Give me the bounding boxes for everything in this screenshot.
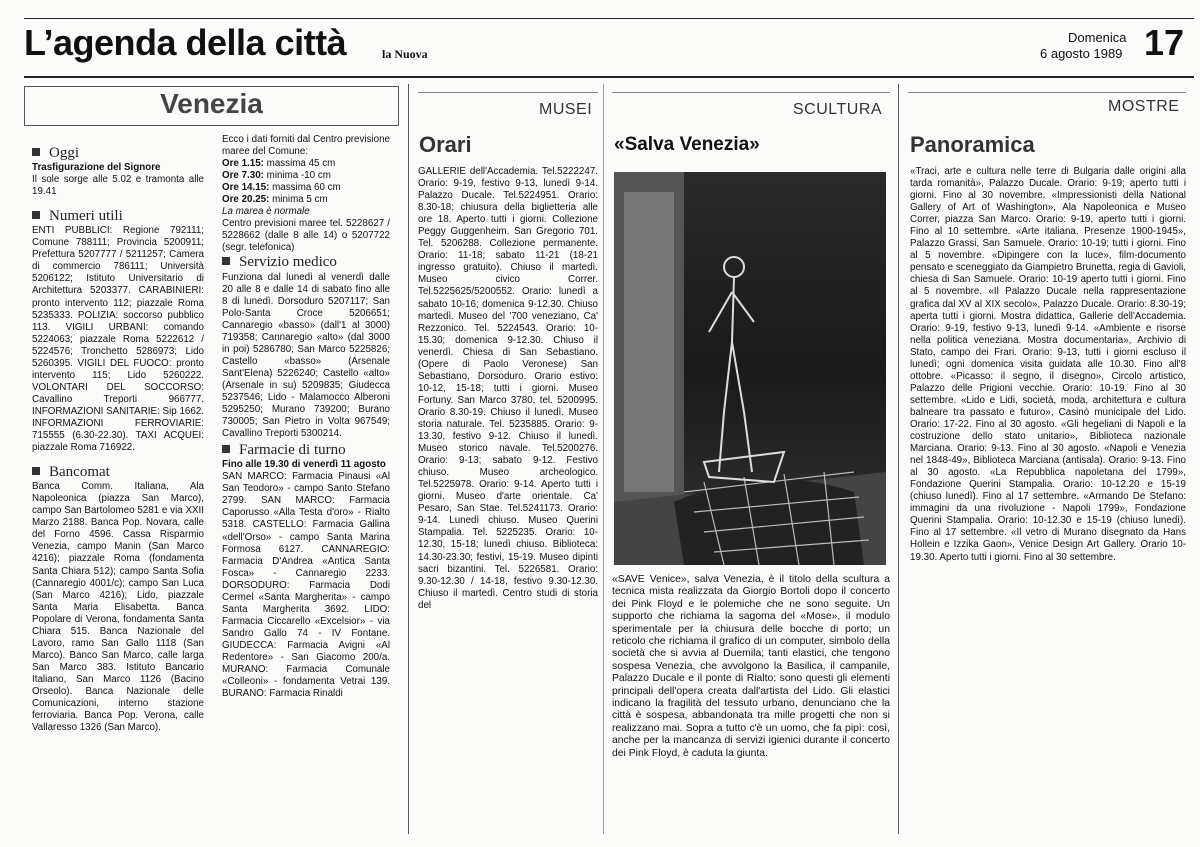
maree-contact: Centro previsioni maree tel. 5228627 / 5228662 (dalle 8 alle 14) o 5207722 (segr. telefonica): [222, 218, 390, 254]
bancomat-heading: Bancomat: [32, 466, 204, 478]
maree-row: Ore 20.25: minima 5 cm: [222, 194, 328, 206]
numeri-text: ENTI PUBBLICI: Regione 792111; Comune 788111; Provincia 5200911; Prefettura 5207777 / 5211257; Camera di commercio 786111; Università 5206122; Istituto Universitario di Architettura 5203377. CARABINIERI: pronto intervento 112; piazzale Roma 5235333. POLIZIA: soccorso pubblico 113. VIGILI URBANI: comando 5224063; piazzale Roma 5222612 / 5224576; Tronchetto 5286973; Lido 5260395. VIGILI DEL FUOCO: pronto intervento 115; Lido 5260222. VOLONTARI DEL SOCCORSO: Cavallino Treporti 966777. INFORMAZIONI SANITARIE: Sip 1662. INFORMAZIONI FERROVIARIE: 715555 (6.30-22.30). TAXI ACQUEI: piazzale Roma 716922.: [32, 225, 204, 454]
square-bullet-icon: [222, 445, 230, 453]
farmacie-text: SAN MARCO: Farmacia Pinausi «Al San Teodoro» - campo Santo Stefano 2799. SAN MARCO: Farmacia Caporusso «Alla Testa d'oro» - Rialto 5318. CASTELLO: Farmacia Gallina «dell'Orso» - campo Santa Marina Formosa 6127. CANNAREGIO: Farmacia D'Andrea «Antica Santa Fosca» - Cannaregio 2233. DORSODURO: Farmacia Dodi Cermel «Santa Margherita» - campo Santa Margherita 3692. LIDO: Farmacia Ciccarello «Excelsior» - via Sandro Gallo 74 - IV Fontane. GIUDECCA: Farmacia Avigni «Al Redentore» - San Giacomo 200/a. MURANO: Farmacia Comunale «Colleoni» - fondamenta Vetrai 139. BURANO: Farmacia Rinaldi: [222, 471, 390, 700]
mostre-title: Panoramica: [910, 132, 1035, 157]
maree-row: Ore 7.30: minima -10 cm: [222, 170, 331, 182]
mostre-text: «Traci, arte e cultura nelle terre di Bulgaria dalle origini alla tarda romanità», Palazzo Ducale. Orario: 9-19; aperto tutti i giorni. Fino al 30 novembre. «Impressionisti della National Gallery of Art of Washington», Ala Napoleonica e Museo Correr, piazza San Marco. Orario: 9-19, aperto tutti i giorni. Fino al 10 settembre. «Arte italiana. Presenze 1900-1945», Palazzo Grassi, San Samuele. Orario: 10-19; tutti i giorni. Fino al 5 novembre. «Dipingere con la luce», film-documento pensato e sceneggiato da Giampietro Brunetta, regia di Gavioli, chiesa di San Samuele. Orario: 10-19 aperto tutti i giorni. Fino al 5 novembre. «Il Palazzo Ducale nella rappresentazione grafica dal XV al XIX secolo», Palazzo Ducale. Orario: 8.30-19; aperta tutti i giorni. Mostra didattica, Gallerie dell'Accademia. Orario: 9-19, festivo 9-13, lunedì 9-14. «Ambiente e risorse nella politica veneziana. Mostra documentaria», Archivio di Stato, campo dei Frari. Orario: 9-13, tutti i giorni escluso il lunedì; ogni domenica visita guidata alle 10.30. Fino all'8 ottobre. «Picasso: il segno, il disegno», Circolo artistico, Palazzo delle Prigioni vecchie. Orario: 10-19. Fino al 30 settembre. «Lido e Lidi, società, moda, architettura e cultura balneare tra passato e futuro», Casinò municipale del Lido. Orario: 17-22. Fino al 30 agosto. «Gli hegeliani di Napoli e la costruzione dello stato unitario», Biblioteca nazionale Marciana. Orario: 9-13. Fino al 30 agosto. «Napoli e Venezia nel 1848-49», Biblioteca Marciana (antisala). Orario: 9-13. Fino al 30 agosto. «La Repubblica napoletana del 1799», Fondazione Querini Stampalia. Orario: 10-12.20 e 15-19 (chiuso lunedì). Fino al 17 settembre. «Armando De Stefano: immagini da una rivoluzione - Napoli 1799», Fondazione Querini Stampalia. Orario: 10-12.30 e 15-19 (chiuso lunedì). Fino al 17 settembre. «Il vetro di Murano disegnato da Hans Hollein e Izzika Gaon», Venice Design Art Gallery. Orario 10-19.30. Aperto tutti i giorni. Fino al 30 settembre.: [910, 166, 1186, 563]
musei-column: [418, 166, 598, 834]
oggi-feast: Trasfigurazione del Signore: [32, 162, 161, 174]
newspaper-name: la Nuova: [382, 47, 428, 61]
oggi-heading: Oggi: [32, 147, 204, 159]
medico-heading: Servizio medico: [222, 256, 390, 268]
farmacie-heading: Farmacie di turno: [222, 444, 390, 456]
column-divider: [408, 84, 409, 834]
mostre-label: MOSTRE: [1108, 98, 1180, 115]
maree-row: Ore 14.15: massima 60 cm: [222, 182, 341, 194]
issue-date: 6 agosto 1989: [1040, 46, 1123, 61]
medico-text: Funziona dal lunedì al venerdì dalle 20 alle 8 e dalle 14 di sabato fino alle 8 di lunedì. Dorsoduro 5207117; San Polo-Santa Croce 5206651; Cannaregio «basso» (dall'1 al 3000) 719358; Cannaregio «alto» (dal 3000 in poi) 5286780; San Marco 5225826; Castello «basso» (Arsenale Sant'Elena) 5226240; Castello «alto» (Arsenale in su) 5209835; Giudecca 5237546; Lido - Malamocco Alberoni 5295250; Murano 739200; Burano 730005; San Pietro in Volta 967549; Cavallino Treporti 5300214.: [222, 271, 390, 440]
square-bullet-icon: [222, 257, 230, 265]
musei-rule: [418, 92, 598, 93]
page-number: 17: [1144, 22, 1185, 63]
maree-intro: Ecco i dati forniti dal Centro previsione maree del Comune:: [222, 134, 390, 158]
musei-label: MUSEI: [539, 101, 593, 118]
sculpture-caption: «SAVE Venice», salva Venezia, è il titolo della scultura a tecnica mista realizzata da Giorgio Bortoli dopo il concerto dei Pink Floyd e le polemiche che ne sono seguite. Un supporto che richiama la sagoma del «Mose», il modulo sperimentale per la chiusura delle bocche di porto; un reticolo che richiama il grafico di un computer, simbolo della società che si avvia al Duemila; tanti elastici, che tengono sospesa Venezia, che avvolgono la Basilica, il campanile, Palazzo Ducale e il ponte di Rialto: sono questi gli elementi principali dell'opera creata dall'artista del Lido. Gli elastici indicano la fragilità del tessuto urbano, denunciano che la città è sospesa, abbandonata tra mille progetti che non si realizzano mai. Sopra a tutto c'è un uomo, che fa pipì: così, anche per la mancanza di servizi igienici durante il concerto dei Pink Floyd, è caduta la giunta.: [612, 574, 890, 759]
header-bottom-rule: [24, 76, 1194, 78]
square-bullet-icon: [32, 148, 40, 156]
column-divider: [898, 84, 899, 834]
header-top-rule: [24, 18, 1194, 19]
column-divider: [603, 84, 604, 834]
page-title: L’agenda della città: [24, 22, 347, 63]
venezia-title: Venezia: [160, 88, 263, 119]
issue-day: Domenica: [1068, 30, 1127, 45]
mostre-column: [910, 166, 1186, 834]
musei-title: Orari: [419, 132, 472, 157]
bancomat-text: Banca Comm. Italiana, Ala Napoleonica (piazza San Marco), campo San Bartolomeo 5281 e via XXII Marzo 2188. Banca Pop. Novara, calle del Forno 4596. Cassa Risparmio Venezia, campo Manin (San Marco 4216); piazzale Roma (fondamenta Santa Chiara 512); campo Santa Sofia (Cannaregio 4001/c); campo San Luca (San Marco 4216); Lido, piazzale Santa Maria Elisabetta. Banca Popolare di Verona, fondamenta Santa Chiara 515. Banca Nazionale del Lavoro, ramo San Gallo 1118 (San Marco). Banco San Marco, calle larga San Marco 383. Istituto Bancario Italiano, San Marco 1126 (Bacino Orseolo). Banca Nazionale delle Comunicazioni, interno stazione ferroviaria. Banca Pop. Verona, calle Vallaresso 1326 (San Marco).: [32, 481, 204, 734]
scultura-label: SCULTURA: [793, 101, 883, 118]
numeri-heading: Numeri utili: [32, 210, 204, 222]
scultura-title: «Salva Venezia»: [614, 134, 760, 155]
farmacie-intro: Fino alle 19.30 di venerdì 11 agosto: [222, 459, 386, 471]
oggi-sun: Il sole sorge alle 5.02 e tramonta alle 19.41: [32, 174, 204, 198]
sculpture-photo: [614, 172, 886, 565]
mostre-rule: [908, 92, 1186, 93]
maree-row: Ore 1.15: massima 45 cm: [222, 158, 336, 170]
musei-text: GALLERIE dell'Accademia. Tel.5222247. Orario: 9-19, festivo 9-13, lunedì 9-14. Palazzo Ducale. Tel.5224951. Orario: 8.30-18; chiusura della biglietteria alle ore 18. Aperto tutti i giorni. Collezione Peggy Guggenheim. San Gregorio 701. Tel. 5206288. Collezione permanente. Orario: 11-18; sabato 11-21 (18-21 ingresso gratuito). Chiuso il martedì. Museo civico Correr. Tel.5225625/5200552. Orario: lunedì a sabato 10-16; domenica 9-12.30. Chiuso martedì. Museo del '700 veneziano, Ca' Rezzonico. Tel. 5224543. Orario: 10-15.30; domenica 9-12.30. Chiuso il venerdì. Chiesa di San Sebastiano. (Opere di Paolo Veronese) San Sebastiano, Dorsoduro. Orario estivo: 10-12, 15-18; tutti i giorni. Museo Fortuny. San Marco 3780, tel. 5200995. Orario 8.30-19. Chiuso il lunedì. Museo storia naturale. Tel. 5235885. Orario: 9-13.30, festivo 9-12. Chiuso il lunedì. Museo storico navale. Tel.5200276. Orario: 9-13; sabato 9-12. Festivo chiuso. Museo archeologico. Tel.5225978. Orario: 9-14. Aperto tutti i giorni. Museo d'arte orientale. Ca' Pesaro, San Stae. Tel.5241173. Orario: 9-14. Lunedì chiuso. Museo Querini Stampalia. Tel. 5225235. Orario: 10-12.30, 15-18; lunedì chiuso. Biblioteca: 14.30-23.30; festivi, 15-19. Museo dipinti sacri bizantini. Tel. 5226581. Orario: 9.30-12.30 / 14-18, festivo 9.30-12.30. Chiuso il martedì. Centro studi di storia del: [418, 166, 598, 611]
maree-column: [222, 134, 390, 834]
square-bullet-icon: [32, 467, 40, 475]
scultura-rule: [612, 92, 890, 93]
venezia-column: [32, 140, 204, 832]
maree-note: La marea è normale: [222, 206, 310, 218]
square-bullet-icon: [32, 211, 40, 219]
